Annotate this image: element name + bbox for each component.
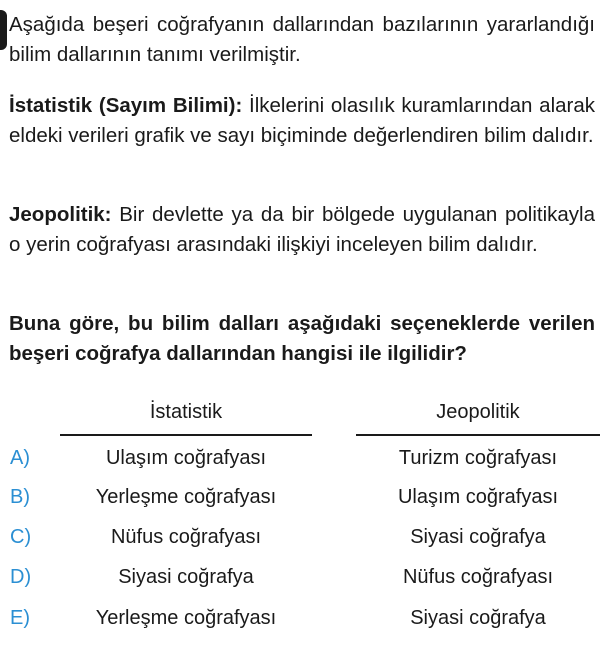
option-letter: D) bbox=[10, 566, 32, 588]
geopolitics-text: Bir devlette ya da bir bölgede uygulanan politikayla o yerin coğrafyası arasındaki ilişkiyi inceleyen bilim dalıdır. bbox=[9, 203, 595, 256]
option-geopolitics-value: Nüfus coğrafyası bbox=[402, 566, 554, 588]
page-edge-marker bbox=[0, 10, 7, 50]
option-row-e[interactable] bbox=[0, 607, 602, 637]
option-row-a[interactable] bbox=[0, 447, 602, 477]
option-letter: A) bbox=[10, 447, 30, 469]
geopolitics-term: Jeopolitik: bbox=[9, 203, 112, 226]
option-geopolitics-value: Turizm coğrafyası bbox=[398, 447, 558, 469]
option-row-d[interactable] bbox=[0, 566, 602, 596]
option-statistics-value: Yerleşme coğrafyası bbox=[95, 486, 277, 508]
column-header-statistics: İstatistik bbox=[149, 401, 223, 423]
statistics-definition bbox=[9, 91, 595, 151]
option-statistics-value: Ulaşım coğrafyası bbox=[105, 447, 267, 469]
option-row-c[interactable] bbox=[0, 526, 602, 556]
header-rule-statistics bbox=[60, 434, 312, 436]
intro-paragraph: Aşağıda beşeri coğrafyanın dallarından bazılarının yararlandığı bilim dallarının tanımı verilmiştir. bbox=[9, 13, 595, 66]
option-geopolitics-value: Siyasi coğrafya bbox=[410, 607, 546, 629]
option-letter: B) bbox=[10, 486, 30, 508]
statistics-term: İstatistik (Sayım Bilimi): bbox=[9, 94, 243, 117]
option-statistics-value: Nüfus coğrafyası bbox=[110, 526, 262, 548]
option-statistics-value: Yerleşme coğrafyası bbox=[95, 607, 277, 629]
question-text: Buna göre, bu bilim dalları aşağıdaki seçeneklerde verilen beşeri coğrafya dallarından hangisi ile ilgilidir? bbox=[9, 312, 595, 365]
option-letter: C) bbox=[10, 526, 32, 548]
geopolitics-definition bbox=[9, 200, 595, 260]
statistics-text: İlkelerini olasılık kuramlarından alarak eldeki verileri grafik ve sayı biçiminde değerlendiren bilim dalıdır. bbox=[9, 94, 595, 147]
option-letter: E) bbox=[10, 607, 30, 629]
header-rule-geopolitics bbox=[356, 434, 600, 436]
option-geopolitics-value: Ulaşım coğrafyası bbox=[397, 486, 559, 508]
column-header-geopolitics: Jeopolitik bbox=[436, 401, 520, 423]
option-geopolitics-value: Siyasi coğrafya bbox=[410, 526, 546, 548]
option-row-b[interactable] bbox=[0, 486, 602, 516]
option-statistics-value: Siyasi coğrafya bbox=[118, 566, 254, 588]
